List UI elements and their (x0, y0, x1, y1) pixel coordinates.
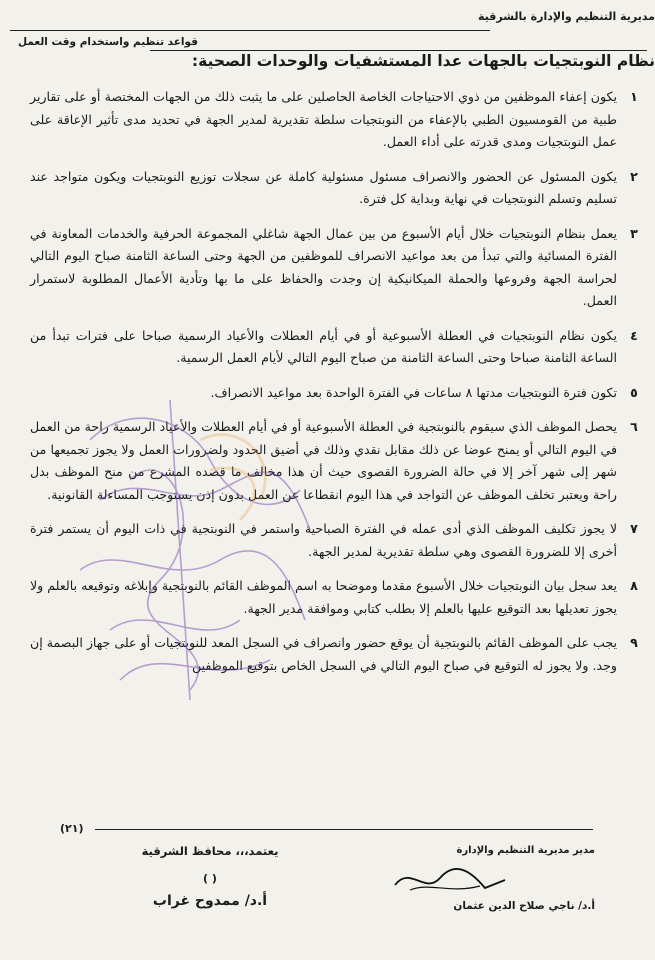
header-rule-top (10, 30, 490, 31)
clause-text: يكون المسئول عن الحضور والانصراف مسئول مسئولية كاملة عن سجلات توزيع النوبتجيات ويكون متواجد عند تسليم وتسلم النوبتجيات في نهاية وبداية كل فترة. (30, 168, 617, 206)
clause-text: تكون فترة النوبتجيات مدتها ٨ ساعات في الفترة الواحدة بعد مواعيد الانصراف. (210, 384, 617, 400)
clause-number: ٢ (630, 168, 638, 184)
clause-text: يكون إعفاء الموظفين من ذوي الاحتياجات الخاصة الحاصلين على ما يثبت ذلك من الجهات المختصة أو على تقارير طبية من القومسيون الطبي بالإعفاء من النوبتجيات سلطة تقديرية لمدير الجهة في تحديد مدى تأثير الإعاقة على عمل النوبتجيات ومدى قدرته على أداء العمل. (30, 89, 617, 149)
director-name: أ.د/ ناجي صلاح الدين عثمان (453, 900, 595, 912)
clause-text: لا يجوز تكليف الموظف الذي أدى عمله في الفترة الصباحية واستمر في النوبتجية في ذات اليوم أن يستمر فترة أخرى إلا للضرورة القصوى وهي سلطة تقديرية لمدير الجهة. (30, 521, 617, 559)
clause-text: يجب على الموظف القائم بالنوبتجية أن يوقع حضور وانصراف في السجل المعد للنوبتجيات أو على جهاز البصمة إن وجد. ولا يجوز له التوقيع في صباح اليوم التالي في السجل الخاص بتوقيع الموظفين (29, 635, 617, 673)
director-title: مدير مديرية التنظيم والإدارة (456, 845, 595, 856)
page-number: (٢١) (60, 822, 84, 835)
clause-number: ١ (630, 89, 638, 104)
clause-text: يكون نظام النوبتجيات في العطلة الأسبوعية أو في أيام العطلات والأعياد الرسمية صباحا على فترات تبدأ من الساعة الثامنة صباحا وحتى الساعة الثامنة من صباح اليوم التالي لأيام العمل الرسمية. (30, 327, 617, 365)
clause-item (30, 166, 638, 211)
header-rule-bottom (150, 50, 647, 51)
clause-number: ٣ (630, 225, 638, 241)
governor-name: أ.د/ ممدوح غراب (152, 893, 268, 909)
clause-text: يعد سجل بيان النوبتجيات خلال الأسبوع مقدما وموضحا به اسم الموظف القائم بالنوبتجية وإبلاغه وتوقيعه بالعلم ولا يجوز تعديلها بعد التوقيع عليها بالعلم إلا بطلب كتابي وموافقة مدير الجهة. (30, 578, 617, 616)
clause-item (30, 223, 638, 313)
page-header (0, 8, 655, 54)
clause-number: ٦ (630, 419, 638, 434)
director-signature-icon (390, 860, 510, 900)
clause-text: يعمل بنظام النوبتجيات خلال أيام الأسبوع من بين عمال الجهة شاغلي المجموعة الحرفية والخدمات المعاونة في الفترة المسائية والتي تبدأ من بعد مواعيد الانصراف للموظفين من الجهة وحتى الساعة الثامنة صباح اليوم التالي لحراسة الجهة وفروعها والحملة الميكانيكية إن وجدت والحفاظ على ما بها وتأدية الأعمال المطلوبة لاستمرار العمل. (30, 225, 617, 308)
section-title: نظام النوبتجيات بالجهات عدا المستشفيات والوحدات الصحية: (191, 52, 655, 70)
clause-item (30, 325, 638, 370)
approval-label: يعتمد،،، محافظ الشرقية (141, 844, 279, 858)
signature-block-governor (110, 844, 310, 909)
footer-rule (95, 829, 593, 830)
clause-number: ٨ (630, 578, 638, 593)
clause-number: ٤ (630, 327, 638, 343)
doc-subtitle: قواعد تنظيم واستخدام وقت العمل (18, 36, 198, 48)
approval-signature-slot: ( ) (203, 872, 217, 885)
clause-number: ٥ (630, 384, 638, 400)
stamp-scribble-icon (70, 380, 320, 710)
org-line: مديرية التنظيم والإدارة بالشرقية (478, 10, 655, 23)
clause-number: ٩ (630, 635, 638, 650)
clause-item (30, 86, 638, 154)
clause-number: ٧ (630, 521, 638, 536)
clause-text: يحصل الموظف الذي سيقوم بالنوبتجية في العطلة الأسبوعية أو في أيام العطلات والأعياد الرسمية راحة من العمل في اليوم التالي أو يمنح عوضا عن ذلك مقابل نقدي وذلك في أضيق الحدود ولضرورات العمل ولا يجوز تجميعها من شهر إلى شهر آخر إلا في حالة الضرورة القصوى حيث أن هذا مخالف ما قصده المشرع من منح الموظف بدل راحة ويعتبر تخلف الموظف عن التواجد في هذا اليوم انقطاعا عن العمل بدون إذن يستوجب المساءلة القانونية. (30, 419, 617, 502)
